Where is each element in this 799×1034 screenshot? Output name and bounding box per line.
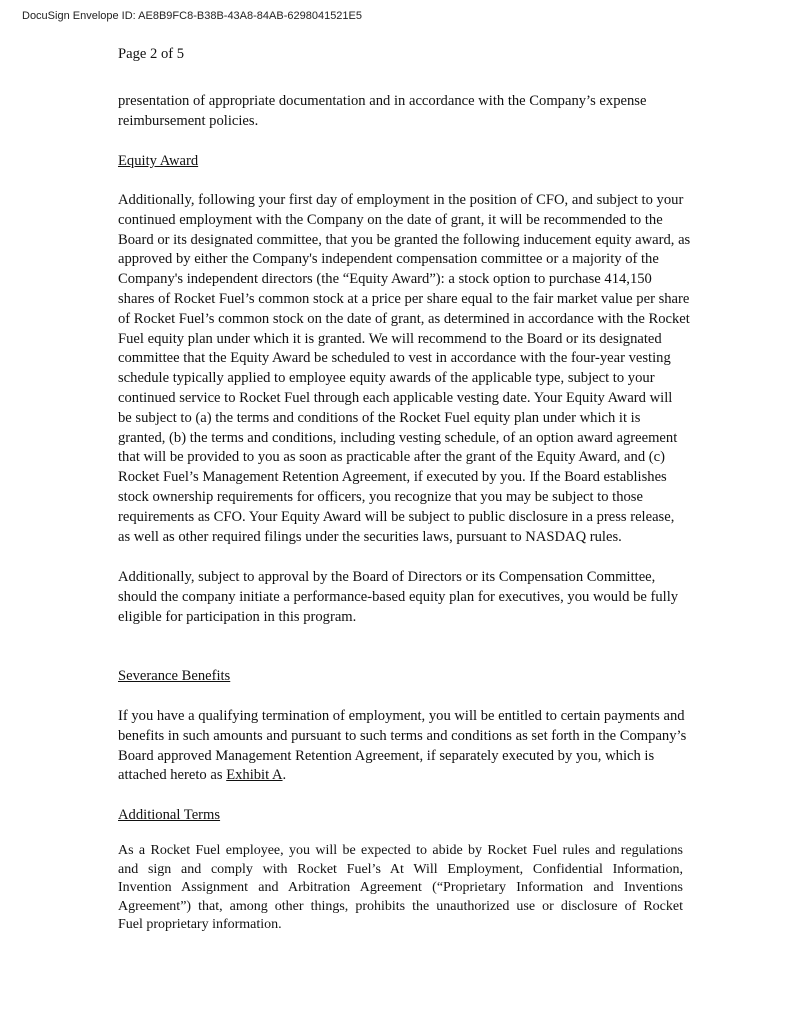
text-line: approved by either the Company's independent compensation committee or a majority of the: [118, 251, 659, 268]
text-line: Fuel proprietary information.: [118, 917, 282, 933]
severance-heading: Severance Benefits: [118, 668, 231, 684]
equity-paragraph: [118, 191, 691, 547]
text-line: reimbursement policies.: [118, 112, 259, 129]
text-line: and sign and comply with Rocket Fuel’s At Will Employment, Confidential Information,: [118, 861, 683, 877]
text-line: committee that the Equity Award be scheduled to vest in accordance with the four-year vesting: [118, 350, 671, 367]
exhibit-a-link[interactable]: Exhibit A: [226, 767, 283, 784]
page-number: Page 2 of 5: [118, 46, 185, 62]
text-line: If you have a qualifying termination of employment, you will be entitled to certain payments and: [118, 708, 685, 724]
text-line: Fuel equity plan under which it is granted. We will recommend to the Board or its designated: [118, 330, 662, 347]
text-line: as well as other required filings under the securities laws, pursuant to NASDAQ rules.: [118, 528, 622, 545]
text-line: be subject to (a) the terms and conditions of the Rocket Fuel equity plan under which it is: [118, 409, 641, 426]
text-line: Rocket Fuel’s Management Retention Agreement, if executed by you. If the Board establishes: [118, 469, 667, 486]
additional-terms-heading: Additional Terms: [118, 807, 221, 823]
text-line: Invention Assignment and Arbitration Agreement (“Proprietary Information and Inventions: [118, 880, 683, 896]
text-line: of Rocket Fuel’s common stock on the date of grant, as determined in accordance with the Rocket: [118, 310, 690, 327]
text-line: Board approved Management Retention Agreement, if separately executed by you, which is: [118, 747, 655, 764]
text-line: As a Rocket Fuel employee, you will be expected to abide by Rocket Fuel rules and regulations: [118, 843, 683, 858]
text-line: shares of Rocket Fuel’s common stock at a price per share equal to the fair market value per share: [118, 290, 690, 307]
intro-paragraph: [118, 92, 683, 132]
text-line: Board or its designated committee, that you be granted the following inducement equity award, as: [118, 231, 691, 248]
text-line: Company's independent directors (the “Equity Award”): a stock option to purchase 414,150: [118, 271, 652, 288]
text: attached hereto as: [118, 767, 227, 784]
text-line: benefits in such amounts and pursuant to such terms and conditions as set forth in the Company’s: [118, 727, 687, 744]
equity-heading: Equity Award: [118, 153, 199, 169]
text-line: continued service to Rocket Fuel through each applicable vesting date. Your Equity Award will: [118, 389, 673, 406]
text-line: that will be provided to you as soon as practicable after the grant of the Equity Award, and (c): [118, 449, 665, 466]
text: .: [282, 767, 287, 784]
text-line: Agreement”) that, among other things, prohibits the unauthorized use or disclosure of Rocket: [118, 898, 683, 914]
performance-paragraph: [118, 568, 683, 627]
text-line: Additionally, following your first day of employment in the position of CFO, and subject to your: [118, 192, 684, 208]
text-line: granted, (b) the terms and conditions, including vesting schedule, of an option award agreement: [118, 429, 678, 446]
text-line: stock ownership requirements for officers, you recognize that you may be subject to those: [118, 488, 643, 505]
text-line: continued employment with the Company on the date of grant, it will be recommended to the: [118, 211, 663, 228]
severance-paragraph: [118, 707, 687, 786]
envelope-id: DocuSign Envelope ID: AE8B9FC8-B38B-43A8-84AB-6298041521E5: [22, 10, 363, 22]
additional-terms-paragraph: [118, 842, 683, 935]
text-line: eligible for participation in this program.: [118, 608, 357, 625]
text-line: schedule typically applied to employee equity awards of the applicable type, subject to your: [118, 370, 655, 387]
severance-lines: [118, 707, 687, 766]
text-line: should the company initiate a performance-based equity plan for executives, you would be fully: [118, 588, 679, 605]
text-line: requirements as CFO. Your Equity Award will be subject to public disclosure in a press release,: [118, 508, 675, 525]
severance-last-line: [118, 766, 683, 786]
text-line: presentation of appropriate documentation and in accordance with the Company’s expense: [118, 93, 647, 109]
text-line: Additionally, subject to approval by the Board of Directors or its Compensation Committee,: [118, 569, 656, 585]
